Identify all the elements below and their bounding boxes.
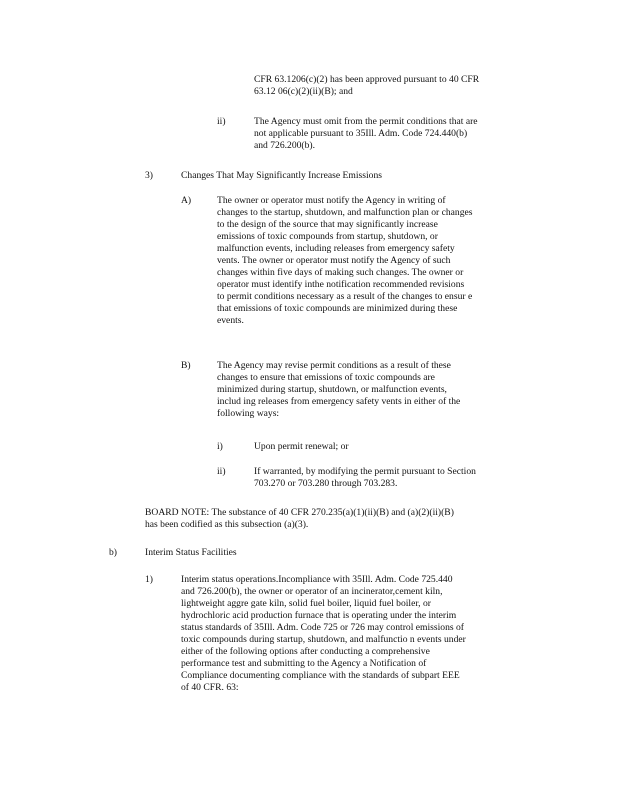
text-line: to permit conditions necessary as a result of the changes to ensur e [217,291,473,302]
text-line: operator must identify inthe notification recommended revisions [217,279,465,290]
item-ii-text [254,466,538,490]
text-line: and 726.200(b). [254,140,316,151]
item-1-text [181,574,537,694]
item-B-text [217,360,537,420]
item-label-B: B) [181,360,191,371]
text-line: 63.12 06(c)(2)(ii)(B); and [254,86,353,97]
item-label-A: A) [181,195,192,206]
item-label-ii: ii) [217,116,226,127]
text-line: changes to ensure that emissions of toxic compounds are [217,372,435,383]
text-line: Compliance documenting compliance with the standards of subpart EEE [181,670,460,681]
text-line: changes to the startup, shutdown, and malfunction plan or changes [217,207,473,218]
item-label-b: b) [109,547,117,558]
text-line: The Agency may revise permit conditions as a result of these [217,360,451,371]
text-line: following ways: [217,408,280,419]
text-line: minimized during startup, shutdown, or malfunction events, [217,384,447,395]
text-line: CFR 63.1206(c)(2) has been approved pursuant to 40 CFR [254,74,480,85]
text-line: toxic compounds during startup, shutdown, and malfunctio n events under [181,634,466,645]
text-line: emissions of toxic compounds from startup, shutdown, or [217,231,438,242]
text-line: BOARD NOTE: The substance of 40 CFR 270.235(a)(1)(ii)(B) and (a)(2)(ii)(B) [145,507,454,518]
text-line: 703.270 or 703.280 through 703.283. [254,478,398,489]
text-line: not applicable pursuant to 35Ill. Adm. Code 724.440(b) [254,128,468,139]
text-line: The owner or operator must notify the Agency in writing of [217,195,446,206]
text-line: If warranted, by modifying the permit pursuant to Section [254,466,476,477]
text-line: hydrochloric acid production furnace that is operating under the interim [181,610,457,621]
section-heading-3: Changes That May Significantly Increase Emissions [181,170,382,181]
item-label-ii: ii) [217,466,226,477]
item-ii-text [254,116,538,152]
item-label-3: 3) [145,170,153,181]
text-line: changes within five days of making such changes. The owner or [217,267,464,278]
text-line: status standards of 35Ill. Adm. Code 725 or 726 may control emissions of [181,622,464,633]
text-line: vents. The owner or operator must notify the Agency of such [217,255,451,266]
text-line: performance test and submitting to the Agency a Notification of [181,658,427,669]
text-line: and 726.200(b), the owner or operator of an incinerator,cement kiln, [181,586,443,597]
text-line: either of the following options after conducting a comprehensive [181,646,430,657]
continuation-text [254,74,538,98]
board-note [145,507,537,531]
item-A-text [217,195,537,327]
item-label-i: i) [217,441,223,452]
text-line: lightweight aggre gate kiln, solid fuel boiler, liquid fuel boiler, or [181,598,431,609]
text-line: includ ing releases from emergency safety vents in either of the [217,396,461,407]
item-label-1: 1) [145,574,153,585]
text-line: malfunction events, including releases from emergency safety [217,243,455,254]
item-i-text: Upon permit renewal; or [254,441,349,452]
text-line: that emissions of toxic compounds are minimized during these [217,303,458,314]
text-line: to the design of the source that may significantly increase [217,219,438,230]
section-heading-b: Interim Status Facilities [145,547,237,558]
text-line: events. [217,315,244,326]
text-line: Interim status operations.Incompliance with 35Ill. Adm. Code 725.440 [181,574,453,585]
text-line: has been codified as this subsection (a)(3). [145,519,309,530]
text-line: The Agency must omit from the permit conditions that are [254,116,478,127]
text-line: of 40 CFR. 63: [181,682,239,693]
